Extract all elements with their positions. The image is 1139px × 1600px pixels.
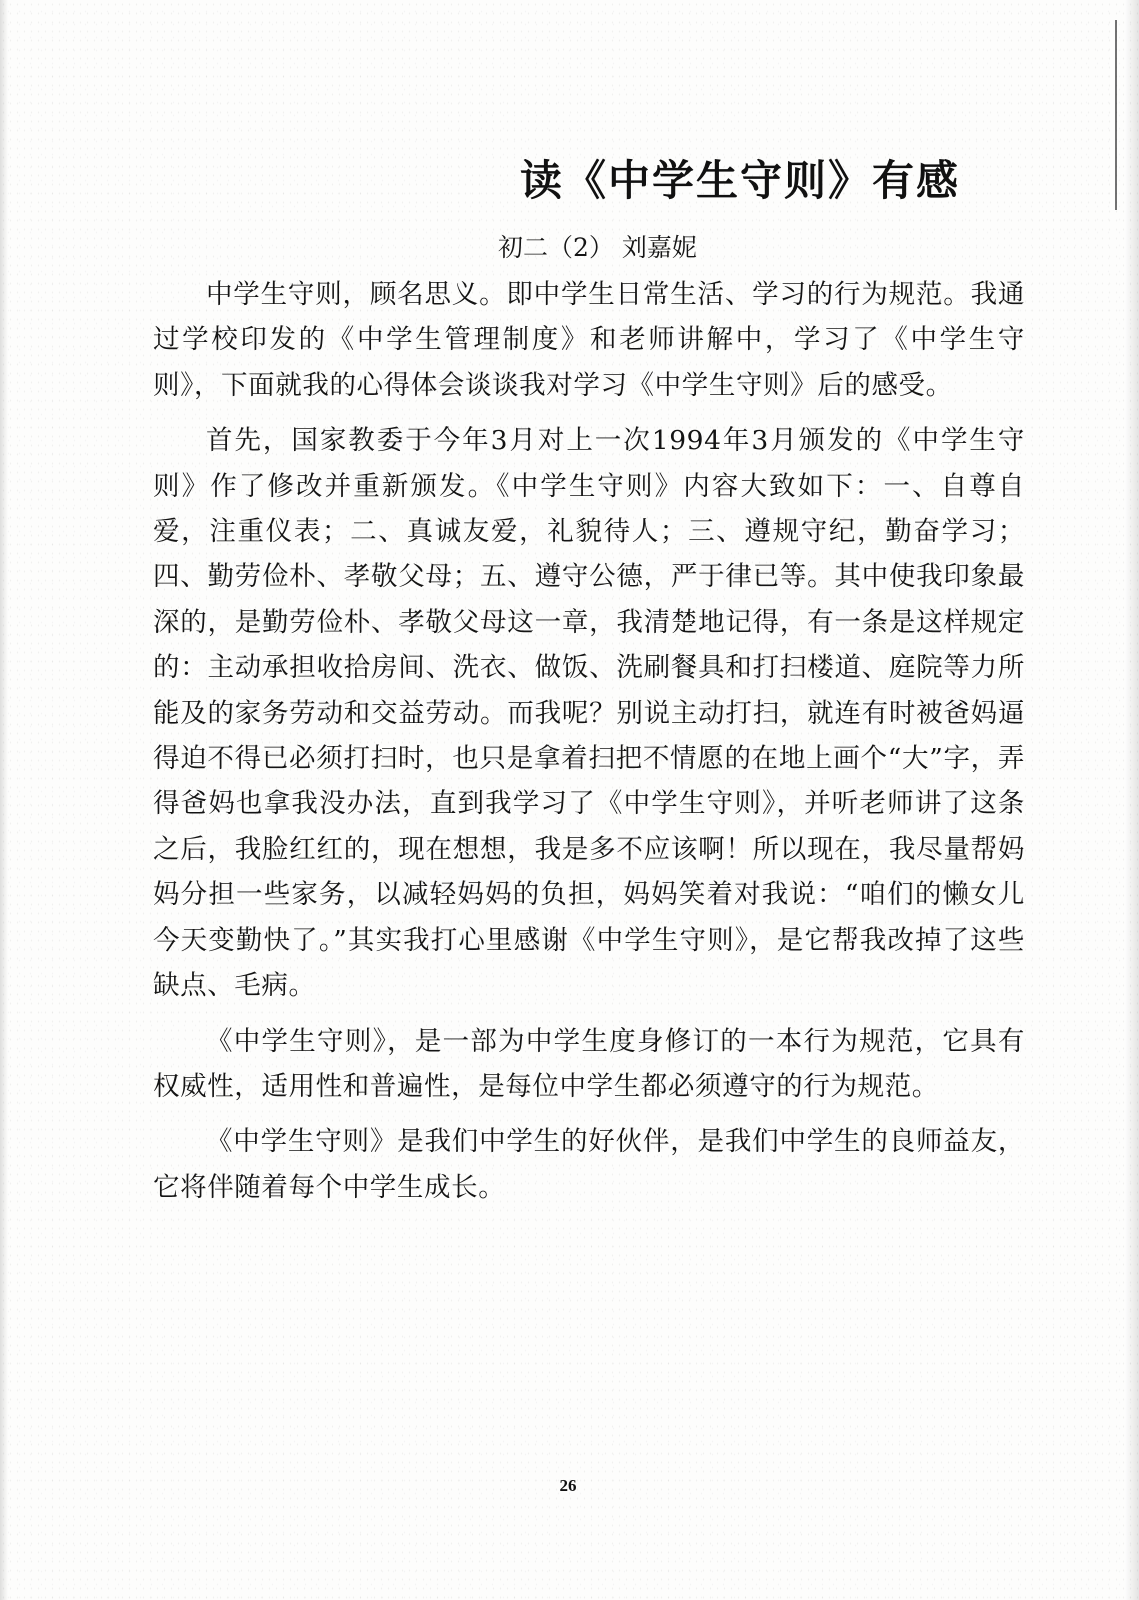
article-title: 读《中学生守则》有感 [520,156,961,205]
scan-shadow-left [0,0,8,1600]
paragraph-1: 中学生守则，顾名思义。即中学生日常生活、学习的行为规范。我通过学校印发的《中学生管理制度》和老师讲解中，学习了《中学生守则》，下面就我的心得体会谈谈我对学习《中学生守则》后的感受。 [153,279,1025,401]
page-number: 26 [559,1476,577,1495]
scan-shadow-right [1125,0,1139,1600]
paragraph-3: 《中学生守则》，是一部为中学生度身修订的一本行为规范，它具有权威性，适用性和普遍性，是每位中学生都必须遵守的行为规范。 [153,1025,1025,1102]
article-body [153,272,1025,1220]
paragraph-2: 首先，国家教委于今年3月对上一次1994年3月颁发的《中学生守则》作了修改并重新颁发。《中学生守则》内容大致如下：一、自尊自爱，注重仪表；二、真诚友爱，礼貌待人；三、遵规守纪，勤奋学习；四、勤劳俭朴、孝敬父母；五、遵守公德，严于律已等。其中使我印象最深的，是勤劳俭朴、孝敬父母这一章，我清楚地记得，有一条是这样规定的：主动承担收拾房间、洗衣、做饭、洗刷餐具和打扫楼道、庭院等力所能及的家务劳动和交益劳动。而我呢？别说主动打扫，就连有时被爸妈逼得迫不得已必须打扫时，也只是拿着扫把不情愿的在地上画个“大”字，弄得爸妈也拿我没办法，直到我学习了《中学生守则》，并听老师讲了这条之后，我脸红红的，现在想想，我是多不应该啊！所以现在，我尽量帮妈妈分担一些家务，以减轻妈妈的负担，妈妈笑着对我说：“咱们的懒女儿今天变勤快了。”其实我打心里感谢《中学生守则》，是它帮我改掉了这些缺点、毛病。 [153,425,1025,1002]
paragraph-4: 《中学生守则》是我们中学生的好伙伴，是我们中学生的良师益友，它将伴随着每个中学生成长。 [153,1126,1025,1203]
author-byline: 初二（2） 刘嘉妮 [498,233,697,262]
